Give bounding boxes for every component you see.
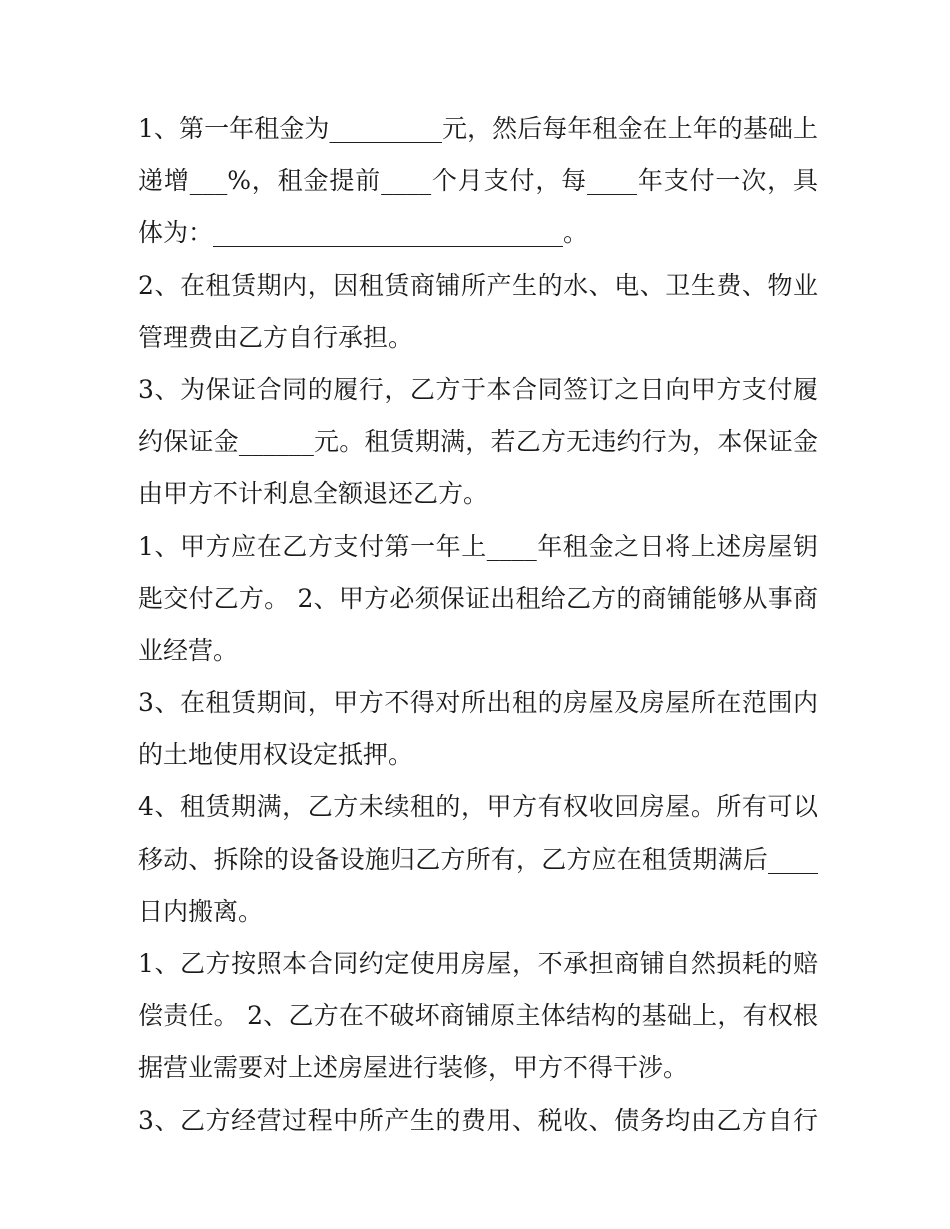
text-line: 据营业需要对上述房屋进行装修，甲方不得干涉。 — [138, 1053, 689, 1083]
text-line: 1、第一年租金为_________元，然后每年租金在上年的基础上 — [138, 114, 818, 143]
text-line: 的土地使用权设定抵押。 — [138, 740, 414, 770]
text-line: 偿责任。 2、乙方在不破坏商铺原主体结构的基础上，有权根 — [138, 1001, 818, 1031]
text-line: 日内搬离。 — [138, 896, 264, 926]
contract-text — [138, 103, 818, 1147]
text-line: 2、在租赁期内，因租赁商铺所产生的水、电、卫生费、物业 — [138, 270, 818, 300]
text-line: 移动、拆除的设备设施归乙方所有，乙方应在租赁期满后____ — [138, 844, 818, 874]
text-line: 由甲方不计利息全额退还乙方。 — [138, 479, 489, 509]
text-line: 1、乙方按照本合同约定使用房屋，不承担商铺自然损耗的赔 — [138, 949, 818, 978]
text-line: 匙交付乙方。 2、甲方必须保证出租给乙方的商铺能够从事商 — [138, 583, 818, 613]
text-line: 3、在租赁期间，甲方不得对所出租的房屋及房屋所在范围内 — [138, 688, 818, 718]
text-line: 业经营。 — [138, 635, 239, 665]
text-line: 递增___%，租金提前____个月支付，每____年支付一次，具 — [138, 166, 818, 196]
text-line: 体为：____________________________。 — [138, 218, 589, 248]
text-line: 约保证金______元。租赁期满，若乙方无违约行为，本保证金 — [138, 427, 818, 457]
text-line: 3、乙方经营过程中所产生的费用、税收、债务均由乙方自行 — [138, 1105, 818, 1135]
text-line: 管理费由乙方自行承担。 — [138, 322, 414, 352]
text-line: 4、租赁期满，乙方未续租的，甲方有权收回房屋。所有可以 — [138, 792, 818, 822]
text-line: 1、甲方应在乙方支付第一年上____年租金之日将上述房屋钥 — [138, 531, 818, 561]
text-line: 3、为保证合同的履行，乙方于本合同签订之日向甲方支付履 — [138, 374, 818, 404]
